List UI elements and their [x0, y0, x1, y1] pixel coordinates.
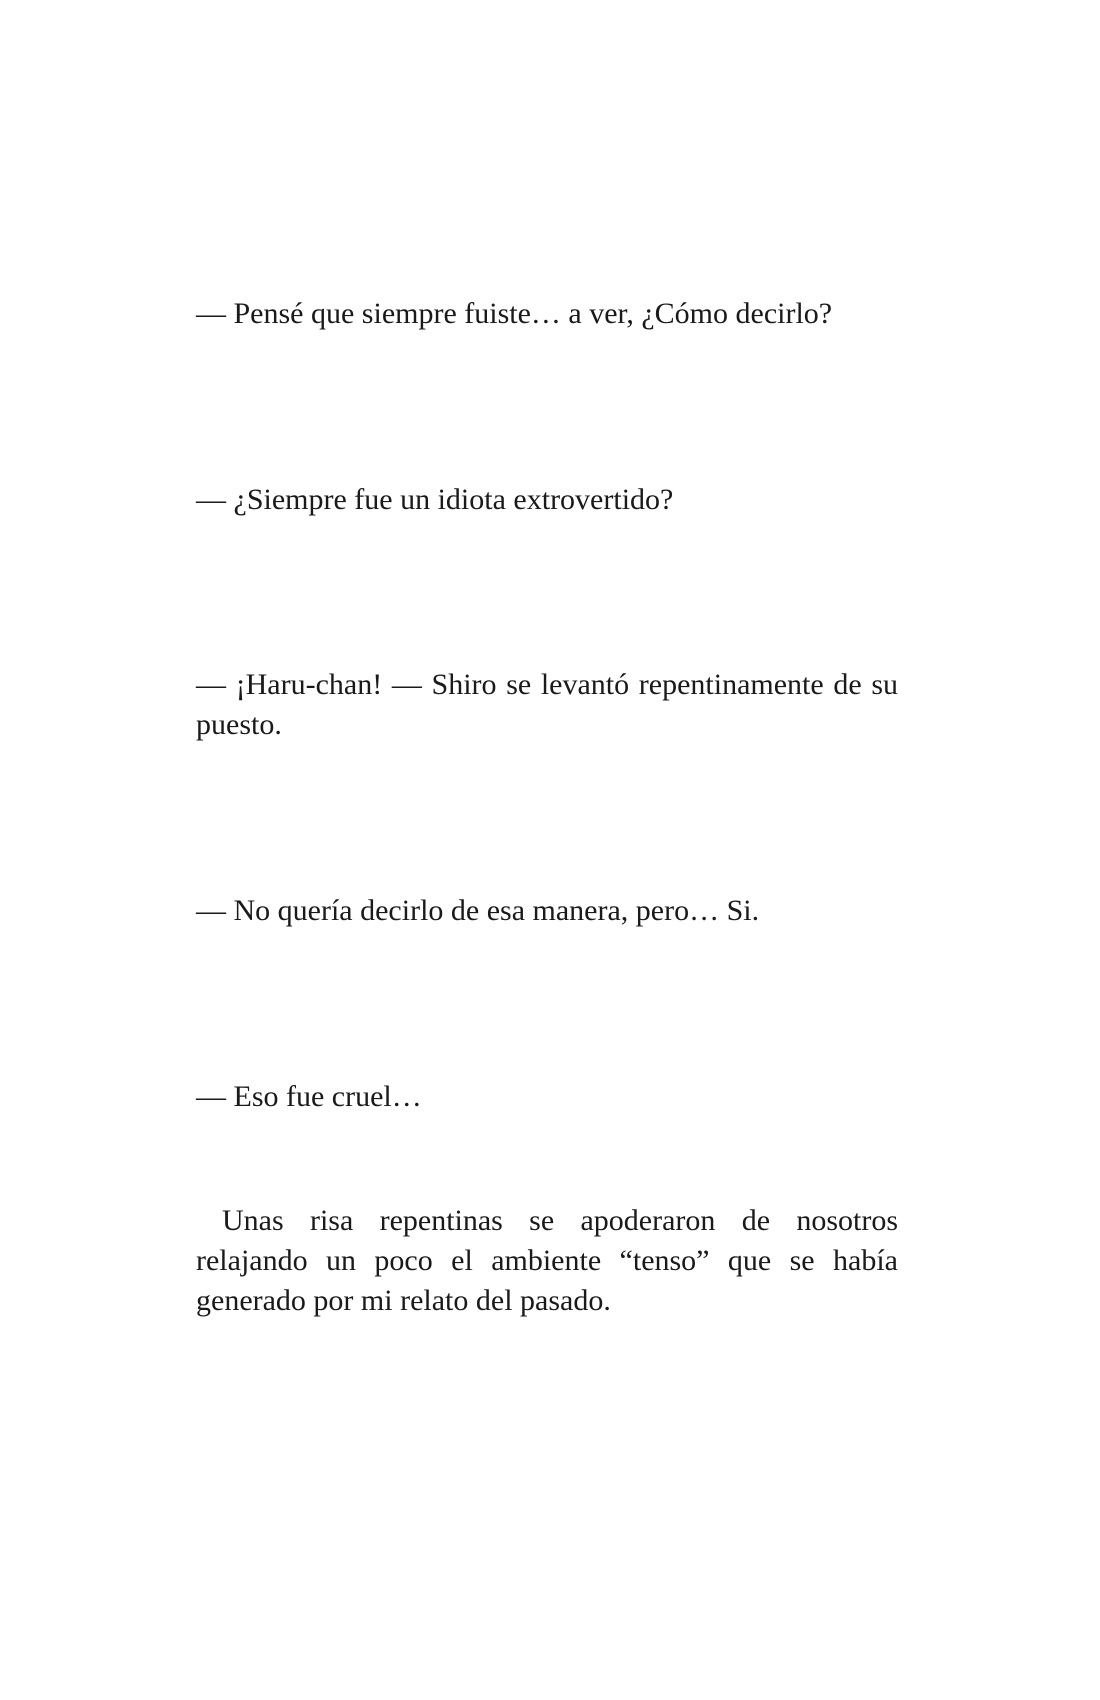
dialogue-line-2: — ¿Siempre fue un idiota extrovertido?: [196, 483, 674, 516]
dialogue-line-5: — Eso fue cruel…: [196, 1080, 422, 1113]
narrative-paragraph: Unas risa repentinas se apoderaron de nosotros relajando un poco el ambiente “tenso” que se había generado por mi relato del pasado.: [196, 1204, 898, 1317]
dialogue-line-4: — No quería decirlo de esa manera, pero… Si.: [196, 894, 760, 927]
dialogue-line-1: — Pensé que siempre fuiste… a ver, ¿Cómo decirlo?: [196, 297, 833, 330]
dialogue-line-3: — ¡Haru-chan! — Shiro se levantó repentinamente de su puesto.: [196, 668, 898, 741]
